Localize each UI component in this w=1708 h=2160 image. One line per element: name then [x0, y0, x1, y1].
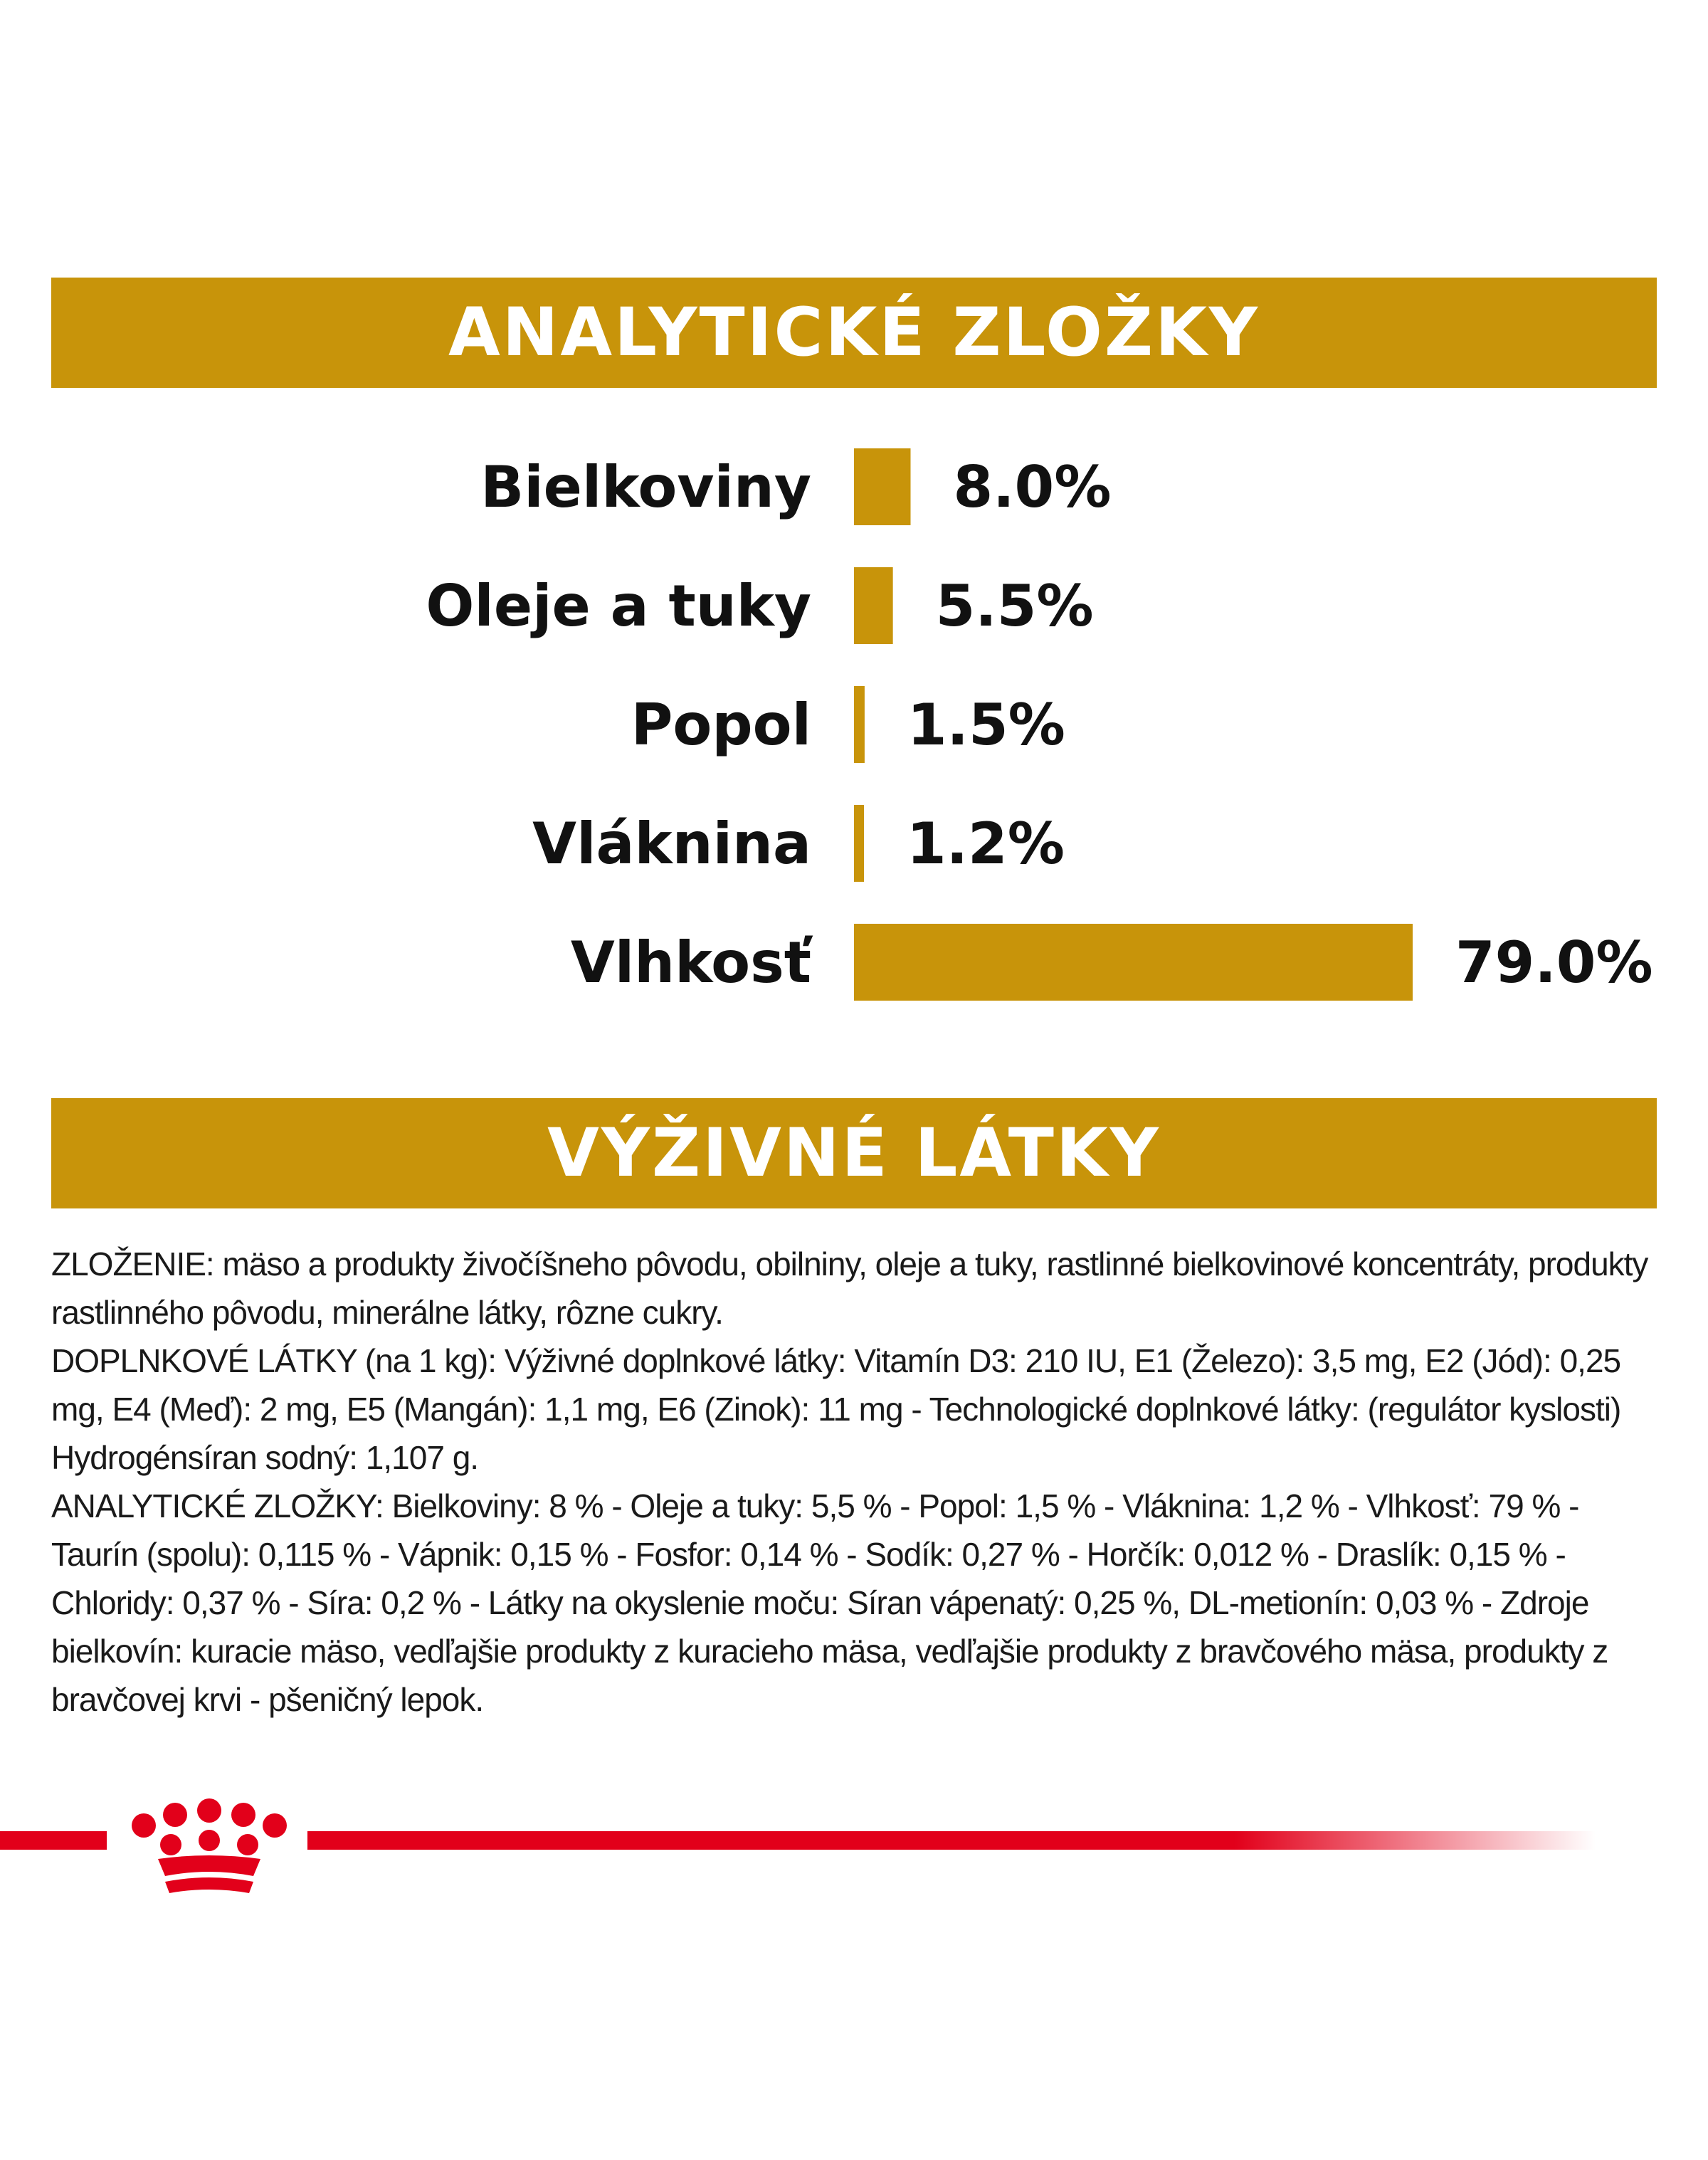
bar-label: Popol — [631, 692, 811, 758]
bar-label: Oleje a tuky — [426, 573, 811, 639]
brand-line-left — [0, 1831, 107, 1850]
bar — [854, 924, 1413, 1001]
bar-value-label: 8.0% — [953, 454, 1112, 520]
bar-value-label: 1.5% — [907, 692, 1065, 758]
crown-icon — [132, 1798, 287, 1893]
analytic-heading — [51, 278, 1657, 388]
bar-value-label: 1.2% — [907, 811, 1065, 877]
bar-label: Bielkoviny — [480, 454, 811, 520]
analytic-paragraph: ANALYTICKÉ ZLOŽKY: Bielkoviny: 8 % - Oleje a tuky: 5,5 % - Popol: 1,5 % - Vláknina: 1,2 % - Vlhkosť: 79 % - Taurín (spolu): 0,115 % - Vápnik: 0,15 % - Fosfor: 0,14 % - Sodík: 0,27 % - Horčík: 0,012 % - Draslík: 0,15 % - Chloridy: 0,37 % - Síra: 0,2 % - Látky na okyslenie moču: Síran vápenatý: 0,25 %, DL-metionín: 0,03 % - Zdroje bielkovín: kuracie mäso, vedľajšie produkty z kuracieho mäsa, vedľajšie produkty z bravčového mäsa, produkty z bravčovej krvi - pšeničný lepok. — [51, 1487, 1608, 1718]
brand-line-right — [307, 1831, 1596, 1850]
composition-text — [51, 1240, 1660, 1724]
composition-paragraph: ZLOŽENIE: mäso a produkty živočíšneho pôvodu, obilniny, oleje a tuky, rastlinné bielkovinové koncentráty, produkty rastlinného pôvodu, minerálne látky, rôzne cukry. — [51, 1245, 1648, 1331]
bar-label: Vlhkosť — [570, 929, 811, 996]
bar — [854, 686, 865, 763]
bar-value-label: 79.0% — [1455, 929, 1653, 996]
bar — [854, 567, 893, 644]
analytic-bar-chart — [0, 427, 1708, 1039]
nutrients-heading-text: VÝŽIVNÉ LÁTKY — [547, 1115, 1161, 1192]
bar-label: Vláknina — [532, 811, 811, 877]
brand-footer — [0, 1786, 1708, 1914]
bar — [854, 805, 864, 882]
bar — [854, 448, 910, 525]
additives-paragraph: DOPLNKOVÉ LÁTKY (na 1 kg): Výživné doplnkové látky: Vitamín D3: 210 IU, E1 (Železo): 3,5 mg, E2 (Jód): 0,25 mg, E4 (Meď): 2 mg, E5 (Mangán): 1,1 mg, E6 (Zinok): 11 mg - Technologické doplnkové látky: (regulátor kyslosti) Hydrogénsíran sodný: 1,107 g. — [51, 1342, 1621, 1476]
nutrients-heading — [51, 1098, 1657, 1208]
analytic-heading-text: ANALYTICKÉ ZLOŽKY — [448, 294, 1260, 372]
bar-value-label: 5.5% — [935, 573, 1094, 639]
